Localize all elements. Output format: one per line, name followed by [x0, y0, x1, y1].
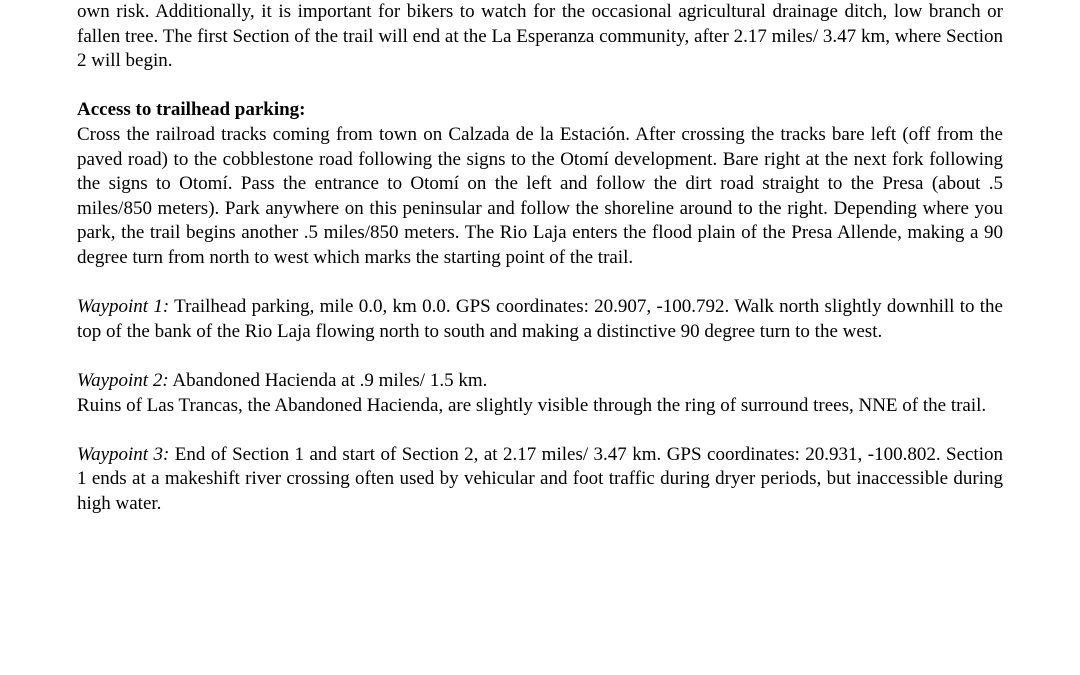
waypoint-3-text: End of Section 1 and start of Section 2, at 2.17 miles/ 3.47 km. GPS coordinates: 20.931, -100.802. Section 1 ends at a makeshift river crossing often used by vehicular and foot traffic during dryer periods, but inaccessible during high water.	[77, 443, 1003, 514]
paragraph-spacer	[77, 74, 1003, 99]
paragraph-spacer	[77, 344, 1003, 369]
access-paragraph: Cross the railroad tracks coming from town on Calzada de la Estación. After crossing the tracks bare left (off from the paved road) to the cobblestone road following the signs to the Otomí development. Bare right at the next fork following the signs to Otomí. Pass the entrance to Otomí on the left and follow the dirt road straight to the Presa (about .5 miles/850 meters). Park anywhere on this peninsular and follow the shoreline around to the right. Depending where you park, the trail begins another .5 miles/850 meters. The Rio Laja enters the flood plain of the Presa Allende, making a 90 degree turn from north to west which marks the starting point of the trail.	[77, 123, 1003, 268]
waypoint-1-text: Trailhead parking, mile 0.0, km 0.0. GPS coordinates: 20.907, -100.792. Walk north slightly downhill to the top of the bank of the Rio Laja flowing north to south and making a distinctive 90 degree turn to the west.	[77, 296, 1003, 342]
waypoint-1-paragraph	[77, 295, 1003, 344]
waypoint-3-label: Waypoint 3:	[77, 443, 170, 465]
waypoint-1-label: Waypoint 1:	[77, 296, 170, 318]
document-page	[77, 0, 1003, 516]
waypoint-2-paragraph	[77, 369, 1003, 394]
paragraph-spacer	[77, 271, 1003, 296]
waypoint-2-label: Waypoint 2:	[77, 369, 169, 391]
waypoint-2-text: Abandoned Hacienda at .9 miles/ 1.5 km.	[168, 369, 488, 391]
access-heading: Access to trailhead parking:	[77, 99, 306, 121]
waypoint-3-paragraph	[77, 443, 1003, 517]
waypoint-2-detail: Ruins of Las Trancas, the Abandoned Hacienda, are slightly visible through the ring of surround trees, NNE of the trail.	[77, 394, 987, 416]
intro-paragraph: own risk. Additionally, it is important for bikers to watch for the occasional agricultural drainage ditch, low branch or fallen tree. The first Section of the trail will end at the La Esperanza community, after 2.17 miles/ 3.47 km, where Section 2 will begin.	[77, 1, 1003, 72]
paragraph-spacer	[77, 418, 1003, 443]
